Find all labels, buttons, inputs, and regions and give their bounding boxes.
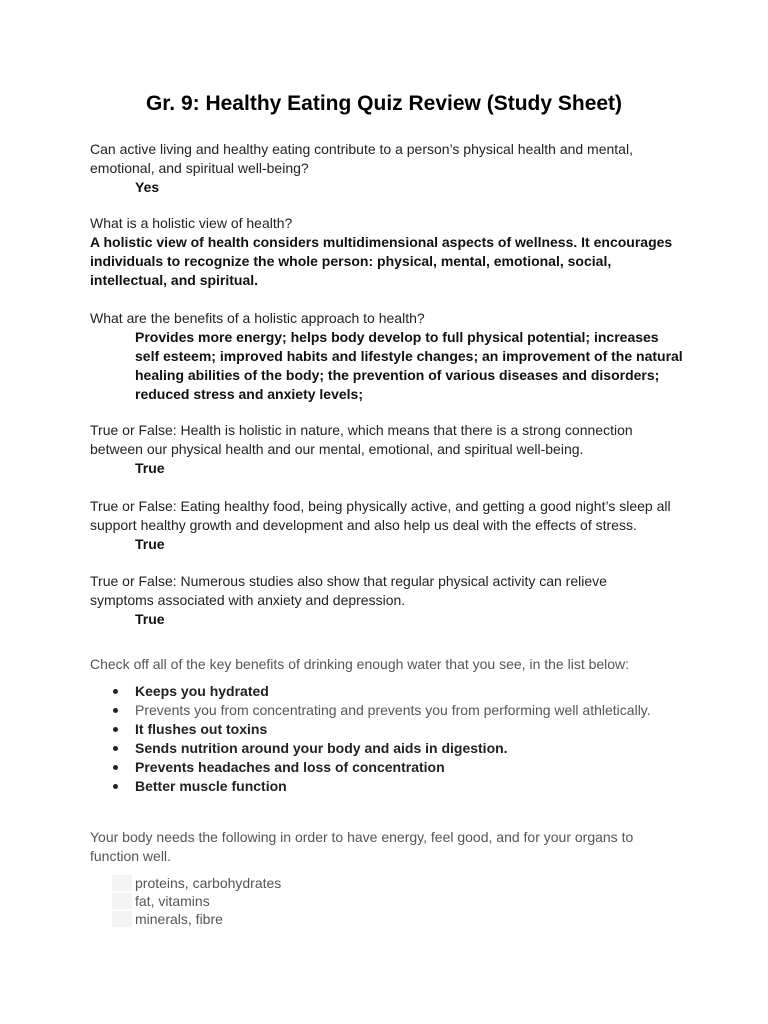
needs-prompt: Your body needs the following in order to have energy, feel good, and for your organs to function well. xyxy=(90,829,634,864)
list-item-label: Prevents you from concentrating and prevents you from performing well athletically. xyxy=(135,702,651,718)
question-block-1 xyxy=(90,140,690,197)
question-block-5 xyxy=(90,497,680,554)
list-item[interactable] xyxy=(90,701,690,720)
question-block-6 xyxy=(90,572,670,629)
bullet-icon xyxy=(113,727,118,732)
checkbox[interactable] xyxy=(112,893,132,909)
question-text: Can active living and healthy eating contribute to a person’s physical health and mental, emotional, and spiritual well-being? xyxy=(90,141,633,176)
water-benefits-section xyxy=(90,655,690,796)
question-text: True or False: Eating healthy food, being physically active, and getting a good night’s sleep all support healthy growth and development and also help us deal with the effects of stress. xyxy=(90,498,671,533)
checklist-item[interactable] xyxy=(90,910,650,928)
question-text: What is a holistic view of health? xyxy=(90,215,293,231)
checklist-item[interactable] xyxy=(90,874,650,892)
question-text: True or False: Numerous studies also show that regular physical activity can relieve symptoms associated with anxiety and depression. xyxy=(90,573,607,608)
checklist-item-label: proteins, carbohydrates xyxy=(135,875,282,891)
bullet-icon xyxy=(113,689,118,694)
list-item-label: Sends nutrition around your body and aids in digestion. xyxy=(135,740,508,756)
needs-checklist xyxy=(90,874,650,928)
bullet-icon xyxy=(113,765,118,770)
bullet-icon xyxy=(113,746,118,751)
answer-text: Yes xyxy=(135,179,160,195)
checkbox[interactable] xyxy=(112,875,132,891)
list-item-label: Keeps you hydrated xyxy=(135,683,269,699)
list-item-label: Prevents headaches and loss of concentration xyxy=(135,759,445,775)
question-text: What are the benefits of a holistic approach to health? xyxy=(90,310,425,326)
question-block-2 xyxy=(90,214,680,290)
list-item-label: Better muscle function xyxy=(135,778,287,794)
list-item[interactable] xyxy=(90,739,690,758)
answer-text: True xyxy=(135,460,165,476)
checklist-item-label: minerals, fibre xyxy=(135,911,223,927)
bullet-icon xyxy=(113,708,118,713)
checkbox[interactable] xyxy=(112,911,132,927)
answer-text: A holistic view of health considers multidimensional aspects of wellness. It encourages individuals to recognize the whole person: physical, mental, emotional, social, intellectual, and spiritual. xyxy=(90,234,673,288)
list-item[interactable] xyxy=(90,777,690,796)
checklist-item-label: fat, vitamins xyxy=(135,893,210,909)
answer-text: True xyxy=(135,611,165,627)
answer-text: True xyxy=(135,536,165,552)
checklist-item[interactable] xyxy=(90,892,650,910)
list-item-label: It flushes out toxins xyxy=(135,721,268,737)
water-benefits-list xyxy=(90,682,690,796)
question-block-4 xyxy=(90,421,640,478)
body-needs-section xyxy=(90,828,650,928)
question-block-3 xyxy=(90,309,685,404)
water-prompt: Check off all of the key benefits of drinking enough water that you see, in the list below: xyxy=(90,656,630,672)
list-item[interactable] xyxy=(90,758,690,777)
list-item[interactable] xyxy=(90,682,690,701)
page-title: Gr. 9: Healthy Eating Quiz Review (Study Sheet) xyxy=(145,92,623,115)
question-text: True or False: Health is holistic in nature, which means that there is a strong connection between our physical health and our mental, emotional, and spiritual well-being. xyxy=(90,422,633,457)
list-item[interactable] xyxy=(90,720,690,739)
bullet-icon xyxy=(113,784,118,789)
answer-text: Provides more energy; helps body develop to full physical potential; increases self esteem; improved habits and lifestyle changes; an improvement of the natural healing abilities of the body; the prevention of various diseases and disorders; reduced stress and anxiety levels; xyxy=(135,329,683,402)
